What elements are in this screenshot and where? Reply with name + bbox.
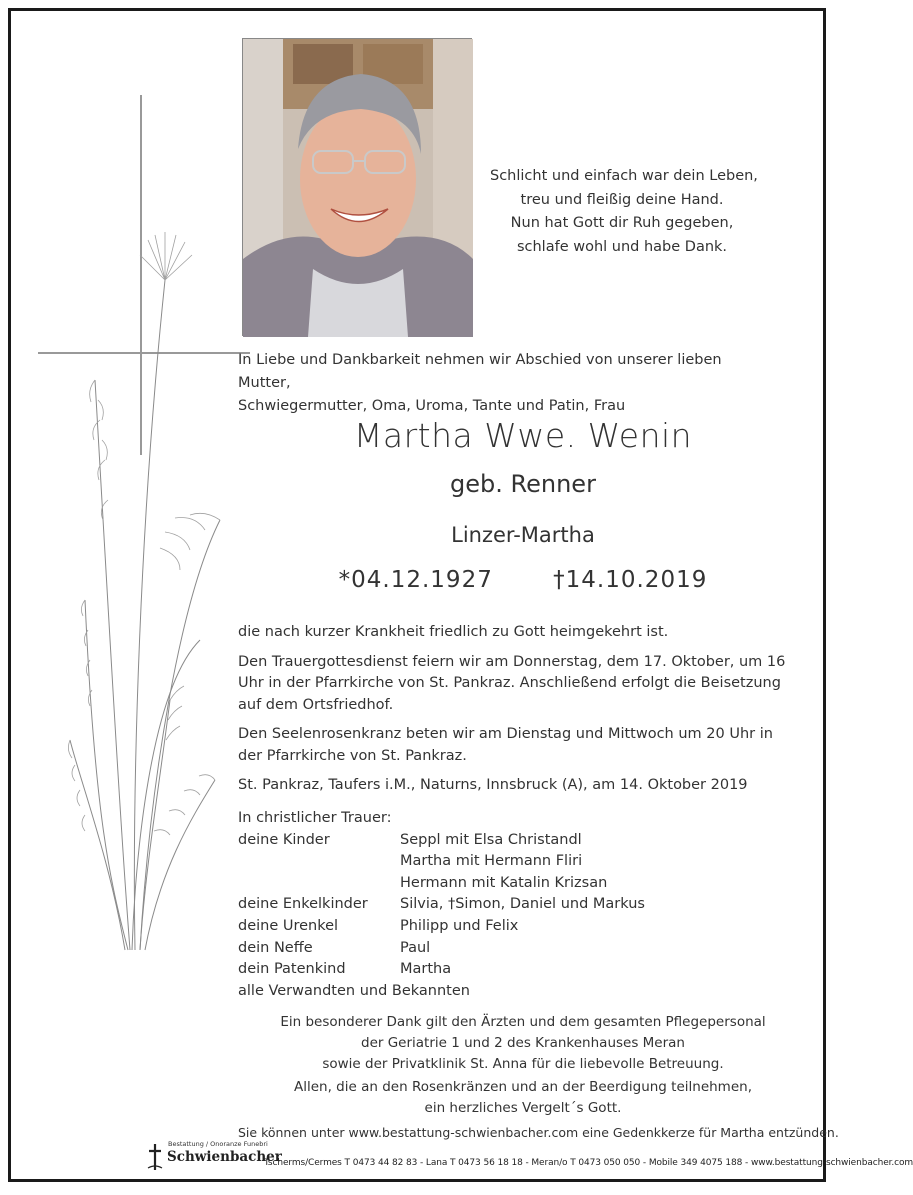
thanks-line: der Geriatrie 1 und 2 des Krankenhauses Meran xyxy=(361,1035,685,1051)
mourner-relation: deine Urenkel xyxy=(238,917,339,934)
mourner-relation xyxy=(238,873,400,895)
announcement-body xyxy=(238,622,800,805)
contact-line: Tscherms/Cermes T 0473 44 82 83 - Lana T 0473 56 18 18 - Meran/o T 0473 050 050 - Mobile 349 4075 188 - www.bestattung-schwienbacher.com xyxy=(264,1158,913,1168)
memorial-candle-note: Sie können unter www.bestattung-schwienbacher.com eine Gedenkkerze für Martha entzünden. xyxy=(238,1125,839,1140)
thanks-text xyxy=(238,1012,808,1075)
poem-line: treu und fleißig deine Hand. xyxy=(520,191,724,208)
mourner-names: Seppl mit Elsa Christandl xyxy=(400,831,582,848)
gratitude-text xyxy=(238,1077,808,1119)
poem-line: Schlicht und einfach war dein Leben, xyxy=(490,168,758,184)
mourner-row xyxy=(238,851,645,873)
mourner-relation: deine Kinder xyxy=(238,831,330,848)
mourner-names: Silvia, †Simon, Daniel und Markus xyxy=(400,896,645,913)
portrait-photo xyxy=(242,38,472,336)
mourner-relation: dein Neffe xyxy=(238,939,313,956)
mourner-row xyxy=(238,959,645,981)
life-dates xyxy=(238,567,808,593)
mourners-list xyxy=(238,808,645,1002)
poem-line: Nun hat Gott dir Ruh gegeben, xyxy=(510,215,734,231)
poem xyxy=(490,165,758,259)
funeral-home-logo xyxy=(146,1140,282,1174)
body-paragraph: die nach kurzer Krankheit friedlich zu Gott heimgekehrt ist. xyxy=(238,624,669,640)
mourner-row xyxy=(238,830,645,852)
body-paragraph: Den Trauergottesdienst feiern wir am Donnerstag, dem 17. Oktober, um 16 Uhr in der Pfarrkirche von St. Pankraz. Anschließend erfolgt die Beisetzung auf dem Ortsfriedhof. xyxy=(238,653,786,713)
thanks-line: Ein besonderer Dank gilt den Ärzten und dem gesamten Pflegepersonal xyxy=(280,1014,766,1030)
mourner-relation: dein Patenkind xyxy=(238,961,346,978)
gratitude-line: Allen, die an den Rosenkränzen und an der Beerdigung teilnehmen, xyxy=(294,1079,752,1095)
mourner-names: Philipp und Felix xyxy=(400,917,519,934)
mourner-row xyxy=(238,938,645,960)
gratitude-line: ein herzliches Vergelt´s Gott. xyxy=(424,1100,622,1116)
maiden-name: geb. Renner xyxy=(450,470,596,498)
mourner-names: Martha xyxy=(400,961,452,978)
intro-line: In Liebe und Dankbarkeit nehmen wir Abschied von unserer lieben Mutter, xyxy=(238,352,722,391)
mourner-row xyxy=(238,873,645,895)
body-paragraph: Den Seelenrosenkranz beten wir am Dienstag und Mittwoch um 20 Uhr in der Pfarrkirche von St. Pankraz. xyxy=(238,726,773,764)
mourner-row xyxy=(238,916,645,938)
mourner-relation xyxy=(238,851,400,873)
mourners-heading: In christlicher Trauer: xyxy=(238,810,392,826)
mourner-names: Hermann mit Katalin Krizsan xyxy=(400,874,608,891)
cross-icon xyxy=(146,1142,164,1172)
intro-text xyxy=(238,349,758,418)
body-paragraph: St. Pankraz, Taufers i.M., Naturns, Innsbruck (A), am 14. Oktober 2019 xyxy=(238,777,748,793)
grass-illustration-icon xyxy=(40,220,240,950)
mourner-names: Paul xyxy=(400,939,431,956)
intro-line: Schwiegermutter, Oma, Uroma, Tante und Patin, Frau xyxy=(238,398,626,414)
deceased-name: Martha Wwe. Wenin xyxy=(353,416,693,455)
death-date: †14.10.2019 xyxy=(553,567,708,593)
birth-date: *04.12.1927 xyxy=(338,567,493,593)
logo-name: Schwienbacher xyxy=(167,1149,282,1165)
mourner-names: Martha mit Hermann Fliri xyxy=(400,853,583,870)
nickname: Linzer-Martha xyxy=(451,523,595,547)
mourners-footer: alle Verwandten und Bekannten xyxy=(238,982,470,999)
thanks-line: sowie der Privatklinik St. Anna für die liebevolle Betreuung. xyxy=(322,1056,724,1072)
mourner-row xyxy=(238,894,645,916)
poem-line: schlafe wohl und habe Dank. xyxy=(516,238,728,255)
logo-subtitle: Bestattung / Onoranze Funebri xyxy=(168,1140,268,1148)
mourner-relation: deine Enkelkinder xyxy=(238,896,368,913)
